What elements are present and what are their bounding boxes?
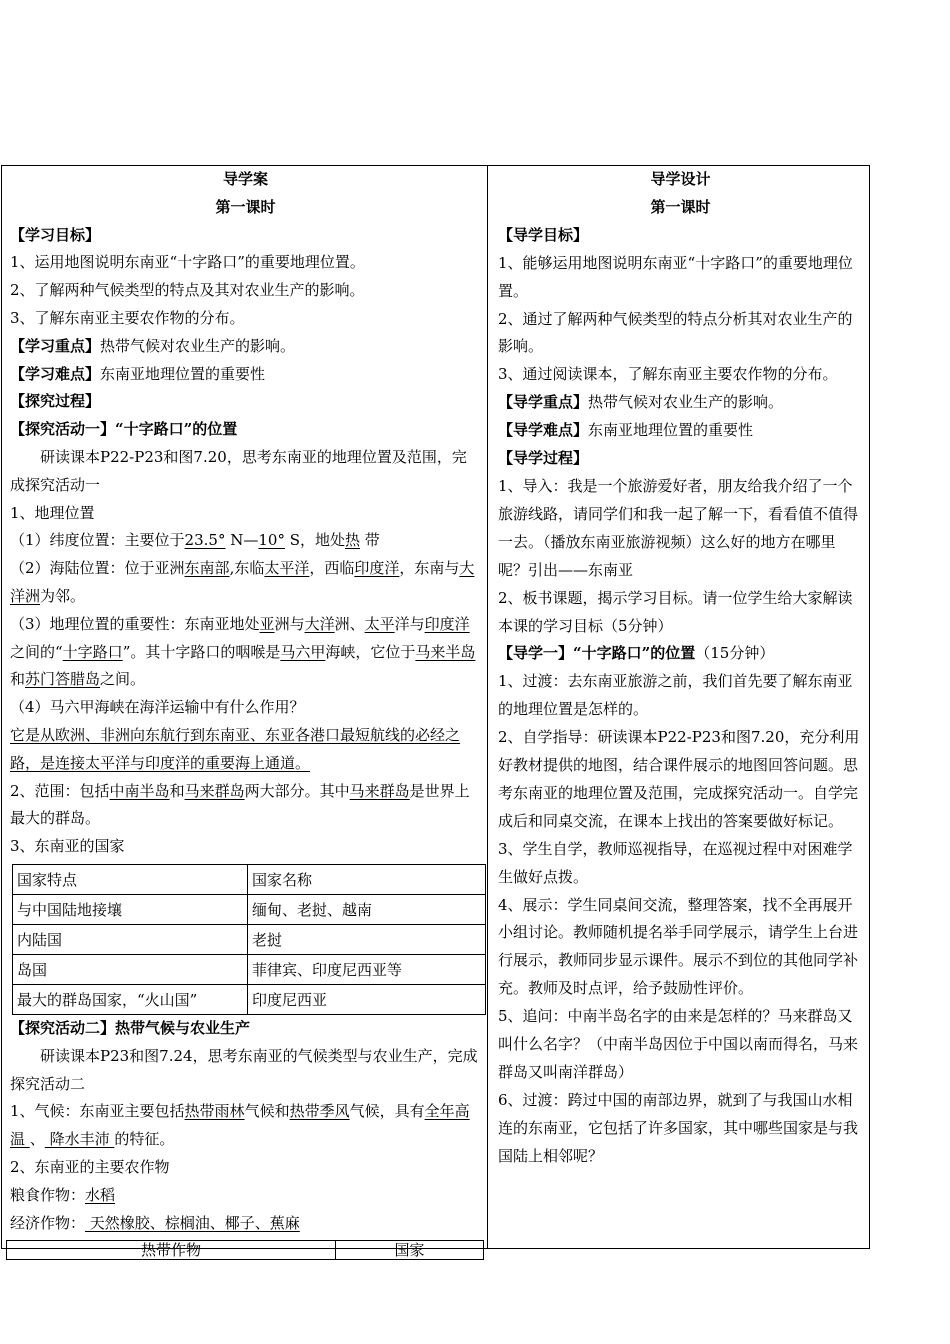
right-title: 导学设计 <box>650 170 711 188</box>
table-row <box>13 954 486 984</box>
right-goal-2: 2、通过了解两种气候类型的特点分析其对农业生产的影响。 <box>498 309 853 356</box>
countries-table <box>12 864 486 1015</box>
table-cell: 缅甸、老挝、越南 <box>248 894 486 924</box>
grain-crops: 粮食作物：水稻 <box>10 1185 116 1204</box>
table-row <box>13 924 486 954</box>
right-process-heading: 【导学过程】 <box>498 449 589 468</box>
table-row <box>7 1241 484 1260</box>
tropical-crops-table <box>6 1240 484 1260</box>
table-cell: 国家 <box>336 1241 484 1260</box>
range-text: 2、范围：包括中南半岛和马来群岛两大部分。其中马来群岛是世界上最大的群岛。 <box>10 781 470 828</box>
table-cell: 印度尼西亚 <box>248 984 486 1014</box>
section-1-step-3: 3、学生自学，教师巡视指导，在巡视过程中对困难学生做好点拨。 <box>498 839 853 886</box>
section-1-step-4: 4、展示：学生同桌间交流，整理答案，找不全再展开小组讨论。教师随机提名举手同学展示，请学生上台进行展示，教师同步显示课件。展示不到位的其他同学补充。教师及时点评，给予鼓励性评价。 <box>498 895 859 998</box>
table-cell: 国家特点 <box>13 864 248 894</box>
right-goal-3: 3、通过阅读课本，了解东南亚主要农作物的分布。 <box>498 365 838 384</box>
countries-heading: 3、东南亚的国家 <box>10 837 125 856</box>
activity-1-heading: 【探究活动一】“十字路口”的位置 <box>10 420 238 439</box>
table-row <box>13 864 486 894</box>
left-goal-3: 3、了解东南亚主要农作物的分布。 <box>10 308 245 327</box>
left-goal-2: 2、了解两种气候类型的特点及其对农业生产的影响。 <box>10 281 365 300</box>
latitude-position: （1）纬度位置：主要位于23.5° N—10° S，地处热 带 <box>10 531 380 550</box>
location-heading: 1、地理位置 <box>10 503 95 522</box>
malacca-answer: 它是从欧洲、非洲向东航行到东南亚、东亚各港口最短航线的必经之路，是连接太平洋与印度洋的重要海上通道。 <box>10 725 461 772</box>
table-cell: 老挝 <box>248 924 486 954</box>
sea-land-position: （2）海陆位置：位于亚洲东南部,东临太平洋，西临印度洋，东南与大洋洲为邻。 <box>10 559 475 605</box>
activity-2-intro: 研读课本P23和图7.24，思考东南亚的气候类型与农业生产，完成探究活动二 <box>10 1046 478 1093</box>
section-1-heading: 【导学一】“十字路口”的位置（15分钟） <box>498 644 775 663</box>
table-row <box>13 984 486 1014</box>
table-cell: 内陆国 <box>13 924 248 954</box>
lesson-plan-table <box>1 165 870 1260</box>
table-cell: 最大的群岛国家，“火山国” <box>13 984 248 1014</box>
right-subtitle: 第一课时 <box>650 197 711 216</box>
table-cell: 国家名称 <box>248 864 486 894</box>
crops-heading: 2、东南亚的主要农作物 <box>10 1157 170 1176</box>
left-process-heading: 【探究过程】 <box>10 392 101 411</box>
table-cell: 热带作物 <box>7 1241 336 1260</box>
table-row <box>13 894 486 924</box>
section-1-step-2: 2、自学指导：研读课本P22-P23和图7.20，充分利用好教材提供的地图，结合课件展示的地图回答问题。思考东南亚的地理位置及范围，完成探究活动一。自学完成后和同桌交流，在课本上找出的答案要做好标记。 <box>498 728 860 830</box>
left-goals-heading: 【学习目标】 <box>10 225 101 244</box>
left-title: 导学案 <box>222 170 268 188</box>
table-cell: 与中国陆地接壤 <box>13 894 248 924</box>
left-column-study-guide <box>2 166 488 1260</box>
right-difficulty: 【导学难点】东南亚地理位置的重要性 <box>498 421 754 440</box>
left-subtitle: 第一课时 <box>215 197 276 216</box>
right-key-point: 【导学重点】热带气候对农业生产的影响。 <box>498 393 784 412</box>
table-cell: 岛国 <box>13 954 248 984</box>
section-1-step-5: 5、追问：中南半岛名字的由来是怎样的？马来群岛又叫什么名字？（中南半岛因位于中国以南而得名，马来群岛又叫南洋群岛） <box>498 1007 859 1081</box>
malacca-question: （4）马六甲海峡在海洋运输中有什么作用？ <box>10 698 305 717</box>
economic-crops: 经济作物： 天然橡胶、棕榈油、椰子、蕉麻 <box>10 1213 300 1232</box>
left-key-point: 【学习重点】热带气候对农业生产的影响。 <box>10 336 296 355</box>
left-goal-1: 1、运用地图说明东南亚“十字路口”的重要地理位置。 <box>10 253 365 272</box>
table-cell: 菲律宾、印度尼西亚等 <box>248 954 486 984</box>
right-column-teaching-design <box>489 166 869 1248</box>
section-1-step-1: 1、过渡：去东南亚旅游之前，我们首先要了解东南亚的地理位置是怎样的。 <box>498 672 853 719</box>
activity-1-intro: 研读课本P22-P23和图7.20，思考东南亚的地理位置及范围，完成探究活动一 <box>10 447 467 494</box>
location-importance: （3）地理位置的重要性：东南亚地处亚洲与大洋洲、太平洋与印度洋之间的“十字路口”。其十字路口的咽喉是马六甲海峡，它位于马来半岛和苏门答腊岛之间。 <box>10 614 476 689</box>
activity-2-heading: 【探究活动二】热带气候与农业生产 <box>10 1018 251 1037</box>
right-goals-heading: 【导学目标】 <box>498 225 589 244</box>
right-goal-1: 1、能够运用地图说明东南亚“十字路口”的重要地理位置。 <box>498 253 853 300</box>
board-step: 2、板书课题，揭示学习目标。请一位学生给大家解读本课的学习目标（5分钟） <box>498 588 853 635</box>
climate-text: 1、气候：东南亚主要包括热带雨林气候和热带季风气候，具有全年高温 、 降水丰沛 的特征。 <box>10 1102 470 1149</box>
left-difficulty: 【学习难点】东南亚地理位置的重要性 <box>10 364 266 383</box>
intro-step: 1、导入：我是一个旅游爱好者，朋友给我介绍了一个旅游线路，请同学们和我一起了解一下，看看值不值得一去。（播放东南亚旅游视频）这么好的地方在哪里呢？引出——东南亚 <box>498 476 859 579</box>
section-1-step-6: 6、过渡：跨过中国的南部边界，就到了与我国山水相连的东南亚，它包括了许多国家，其中哪些国家是与我国陆上相邻呢？ <box>498 1090 859 1165</box>
